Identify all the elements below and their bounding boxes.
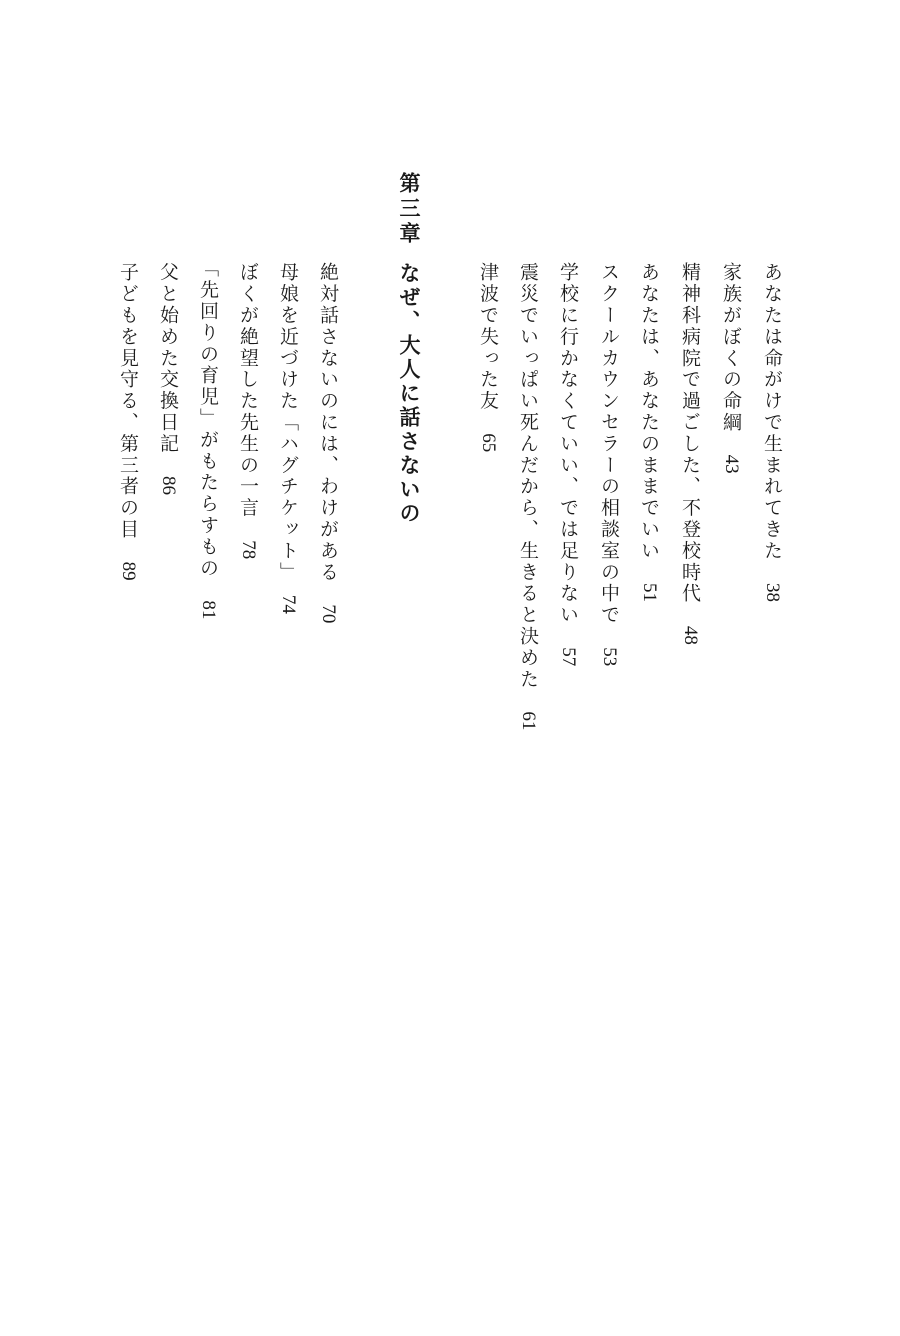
toc-entry-page: 81 [198, 600, 219, 620]
toc-entry-title: ぼくが絶望した先生の一言 [237, 262, 259, 519]
toc-entry-gap [761, 562, 783, 583]
toc-entry-gap [638, 562, 660, 583]
toc-entry-title: 母娘を近づけた「ハグチケット」 [277, 262, 299, 574]
toc-entry-title: あなたは命がけで生まれてきた [761, 262, 783, 562]
toc-entry-page: 51 [639, 583, 660, 603]
toc-entry-title: 震災でいっぱい死んだから、生きると決めた [517, 262, 539, 690]
toc-entry [196, 258, 220, 619]
toc-entry-page: 89 [118, 561, 139, 581]
toc-entry-page: 57 [558, 647, 579, 667]
toc-entry [276, 262, 300, 614]
toc-entry-title: 絶対話さないのには、わけがある [317, 262, 339, 583]
toc-entry-gap [117, 540, 139, 561]
toc-entry-page: 61 [518, 711, 539, 731]
toc-entry-gap [477, 412, 499, 433]
toc-entry-title: 精神科病院で過ごした、不登校時代 [679, 262, 701, 605]
toc-entry-page: 48 [680, 625, 701, 645]
chapter-label: 第三章 [397, 172, 422, 247]
toc-entry-gap [277, 574, 299, 595]
toc-entry [760, 262, 784, 602]
toc-entry-title: 津波で失った友 [477, 262, 499, 412]
toc-entry-gap [317, 583, 339, 604]
toc-entry-title: 学校に行かなくていい、では足りない [557, 262, 579, 626]
toc-entry-page: 70 [318, 604, 339, 624]
toc-entry-page: 74 [278, 594, 299, 614]
toc-entry-title: 「先回りの育児」がもたらすもの [197, 258, 219, 579]
toc-entry-gap [679, 604, 701, 625]
toc-entry-page: 86 [158, 476, 179, 496]
toc-entry-title: 父と始めた交換日記 [157, 262, 179, 455]
toc-entry [719, 262, 743, 474]
chapter-title: なぜ、大人に話さないの [397, 262, 422, 526]
toc-entry [236, 262, 260, 559]
toc-entry-gap [598, 626, 620, 647]
toc-entry-page: 38 [762, 583, 783, 603]
toc-entry [637, 262, 661, 602]
toc-entry-gap [517, 690, 539, 711]
toc-entry-gap [197, 579, 219, 600]
toc-entry-page: 53 [599, 647, 620, 667]
toc-entry-gap [557, 626, 579, 647]
toc-entry-page: 43 [721, 454, 742, 474]
toc-entry-page: 65 [478, 433, 499, 453]
toc-entry [156, 262, 180, 495]
toc-entry [476, 262, 500, 452]
toc-entry-title: スクールカウンセラーの相談室の中で [598, 262, 620, 626]
toc-entry-gap [237, 519, 259, 540]
toc-entry-gap [720, 433, 742, 454]
toc-entry-title: 子どもを見守る、第三者の目 [117, 262, 139, 541]
toc-entry [116, 262, 140, 581]
toc-entry-title: あなたは、あなたのままでいい [638, 262, 660, 562]
toc-entry [597, 262, 621, 666]
toc-entry [678, 262, 702, 645]
toc-entry-title: 家族がぼくの命綱 [720, 262, 742, 434]
toc-entry [556, 262, 580, 666]
toc-entry-page: 78 [238, 540, 259, 560]
toc-entry [516, 262, 540, 730]
toc-entry [316, 262, 340, 623]
toc-entry-gap [157, 455, 179, 476]
